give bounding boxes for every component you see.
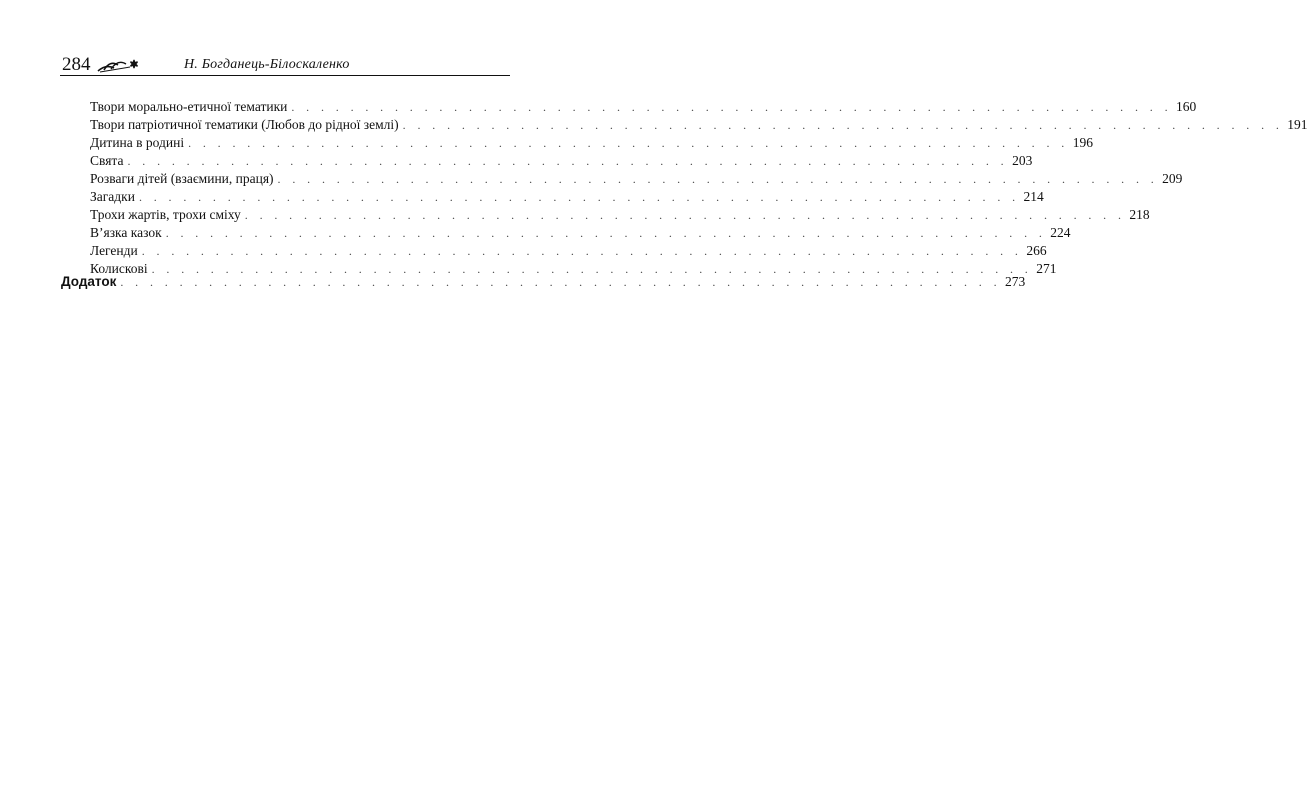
toc-entry-title: Трохи жартів, трохи сміху xyxy=(90,207,241,222)
toc-appendix-page: 273 xyxy=(1004,274,1026,289)
toc-entry-page: 203 xyxy=(1012,153,1033,168)
toc-entry xyxy=(90,117,1308,135)
toc-entry-page: 191 xyxy=(1287,117,1308,132)
toc-appendix-title: Додаток xyxy=(61,274,117,289)
toc-leader-dots: . . . . . . . . . . . . . . . . . . . . . . . . . . . . . . . . . . . . . . . . . . . . . . . . . . . . . . . . . . . . xyxy=(127,154,1009,168)
header-rule xyxy=(60,75,510,76)
toc-entry-title: Загадки xyxy=(90,189,135,204)
toc-entry-title: В’язка казок xyxy=(90,225,162,240)
toc-leader-dots: . . . . . . . . . . . . . . . . . . . . . . . . . . . . . . . . . . . . . . . . . . . . . . . . . . . . . . . . . . . . xyxy=(151,262,1033,276)
toc-entry-title: Твори морально-етичної тематики xyxy=(90,99,288,114)
toc-entry xyxy=(90,99,1197,117)
toc-leader-dots: . . . . . . . . . . . . . . . . . . . . . . . . . . . . . . . . . . . . . . . . . . . . . . . . . . . . . . . . . . . . xyxy=(120,275,1001,289)
toc-leader-dots: . . . . . . . . . . . . . . . . . . . . . . . . . . . . . . . . . . . . . . . . . . . . . . . . . . . . . . . . . . . . xyxy=(138,190,1020,204)
toc-leader-dots: . . . . . . . . . . . . . . . . . . . . . . . . . . . . . . . . . . . . . . . . . . . . . . . . . . . . . . . . . . . . xyxy=(165,226,1047,240)
toc-entry-title: Колискові xyxy=(90,261,148,276)
toc-entry-page: 218 xyxy=(1129,207,1150,222)
toc-leader-dots: . . . . . . . . . . . . . . . . . . . . . . . . . . . . . . . . . . . . . . . . . . . . . . . . . . . . . . . . . . . . xyxy=(277,172,1159,186)
toc-entry xyxy=(90,189,1044,207)
page-header xyxy=(60,50,510,80)
toc-leader-dots: . . . . . . . . . . . . . . . . . . . . . . . . . . . . . . . . . . . . . . . . . . . . . . . . . . . . . . . . . . . . xyxy=(402,118,1284,132)
toc-entry xyxy=(90,171,1183,189)
toc-entry xyxy=(90,225,1071,243)
toc-entry-title: Дитина в родині xyxy=(90,135,185,150)
author-name: Н. Богданець-Білоскаленко xyxy=(184,57,350,72)
toc-entry-page: 266 xyxy=(1026,243,1047,258)
toc-leader-dots: . . . . . . . . . . . . . . . . . . . . . . . . . . . . . . . . . . . . . . . . . . . . . . . . . . . . . . . . . . . . xyxy=(291,100,1172,114)
toc-appendix-entry xyxy=(61,274,1026,292)
toc-entry xyxy=(90,135,1093,153)
toc-entry xyxy=(90,207,1150,225)
toc-entry xyxy=(90,153,1033,171)
toc-entry-page: 209 xyxy=(1162,171,1183,186)
toc-entry-title: Твори патріотичної тематики (Любов до рідної землі) xyxy=(90,117,399,132)
toc-entry-title: Розваги дітей (взаємини, праця) xyxy=(90,171,274,186)
page-number: 284 xyxy=(62,54,91,75)
toc-entry-page: 214 xyxy=(1023,189,1044,204)
toc-entry-page: 160 xyxy=(1175,99,1197,114)
toc-entry-title: Легенди xyxy=(90,243,138,258)
flower-ornament-icon xyxy=(96,56,142,74)
toc-entry-page: 196 xyxy=(1072,135,1093,150)
toc-entry xyxy=(90,243,1047,261)
toc-entry-page: 271 xyxy=(1036,261,1057,276)
toc-leader-dots: . . . . . . . . . . . . . . . . . . . . . . . . . . . . . . . . . . . . . . . . . . . . . . . . . . . . . . . . . . . . xyxy=(188,136,1069,150)
toc-entry-title: Свята xyxy=(90,153,124,168)
toc-entry-page: 224 xyxy=(1050,225,1071,240)
toc-leader-dots: . . . . . . . . . . . . . . . . . . . . . . . . . . . . . . . . . . . . . . . . . . . . . . . . . . . . . . . . . . . . xyxy=(244,208,1126,222)
toc-leader-dots: . . . . . . . . . . . . . . . . . . . . . . . . . . . . . . . . . . . . . . . . . . . . . . . . . . . . . . . . . . . . xyxy=(141,244,1023,258)
